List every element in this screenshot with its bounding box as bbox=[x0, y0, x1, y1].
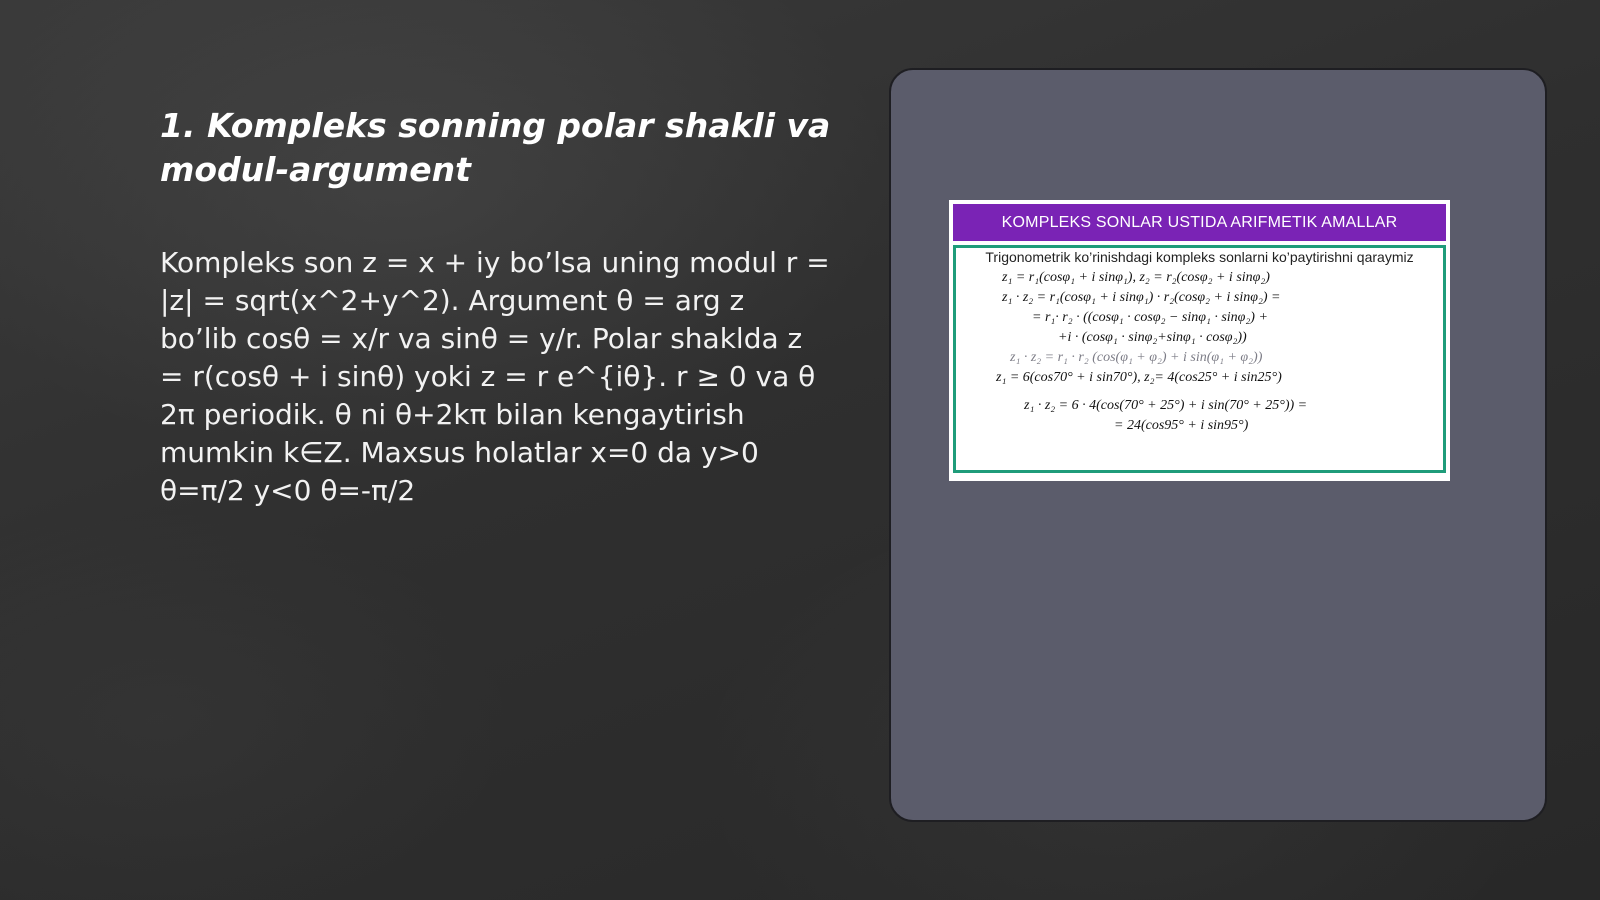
formula-line: +i · (cosφ₁ · sinφ₂+sinφ₁ · cosφ₂)) bbox=[1058, 330, 1247, 345]
slide-title: 1. Kompleks sonning polar shakli va modul-argument bbox=[160, 106, 831, 189]
formula-line: = 24(cos95° + i sin95°) bbox=[1114, 418, 1249, 433]
formula-intro-text: Trigonometrik ko’rinishdagi kompleks sonlarni ko’paytirishni qaraymiz bbox=[985, 249, 1414, 265]
formula-line: = r₁· r₂ · ((cosφ₁ · cosφ₂ − sinφ₁ · sinφ₂) + bbox=[1032, 310, 1268, 325]
slide-body-text: Kompleks son z = x + iy bo’lsa uning modul r = |z| = sqrt(x^2+y^2). Argument θ = arg z bo’lib cosθ = x/r va sinθ = y/r. Polar shaklda z = r(cosθ + i sinθ) yoki z = r e^{iθ}. r ≥ 0 va θ 2π periodik. θ ni θ+2kπ bilan kengaytirish mumkin k∈Z. Maxsus holatlar x=0 da y>0 θ=π/2 y<0 θ=-π/2 bbox=[160, 246, 830, 507]
formula-image bbox=[949, 200, 1450, 481]
formula-image-body bbox=[953, 245, 1446, 473]
formula-line: z₁ = 6(cos70° + i sin70°), z₂= 4(cos25° + i sin25°) bbox=[996, 370, 1282, 385]
formula-image-header: KOMPLEKS SONLAR USTIDA ARIFMETIK AMALLAR bbox=[953, 204, 1446, 241]
formula-line: z₁ · z₂ = 6 · 4(cos(70° + 25°) + i sin(70° + 25°)) = bbox=[1024, 398, 1308, 413]
formula-line: z₁ · z₂ = r₁ · r₂ (cos(φ₁ + φ₂) + i sin(φ₁ + φ₂)) bbox=[1010, 350, 1263, 365]
formula-line: z₁ = r₁(cosφ₁ + i sinφ₁), z₂ = r₂(cosφ₂ + i sinφ₂) bbox=[1002, 270, 1270, 285]
formula-line: z₁ · z₂ = r₁(cosφ₁ + i sinφ₁) · r₂(cosφ₂ + i sinφ₂) = bbox=[1002, 290, 1281, 305]
